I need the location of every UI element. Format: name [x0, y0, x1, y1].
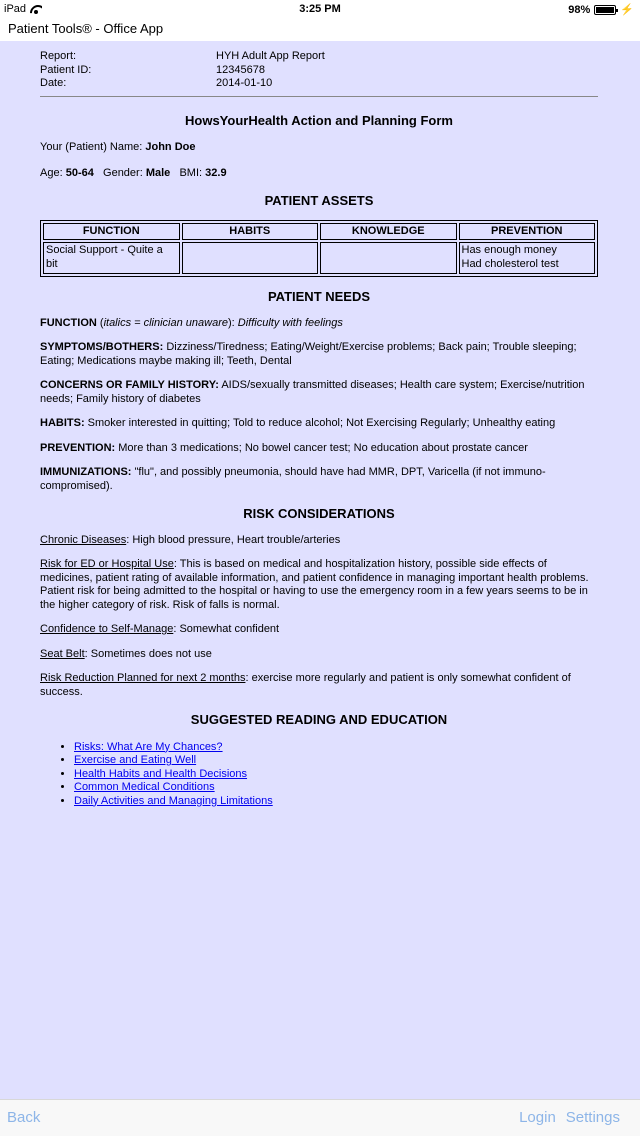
risk-chronic: Chronic Diseases: High blood pressure, Heart trouble/arteries: [40, 533, 341, 546]
needs-prevention: [40, 442, 598, 456]
list-item: [74, 754, 598, 768]
form-title: HowsYourHealth Action and Planning Form: [185, 112, 453, 128]
list-item: [74, 741, 598, 755]
device-name: iPad: [4, 3, 27, 15]
meta-value: 12345678: [216, 63, 265, 76]
habits-cell: [182, 242, 319, 274]
report-document: [40, 50, 598, 808]
risk-title: RISK CONSIDERATIONS: [243, 506, 395, 521]
concerns-value: AIDS/sexually transmitted diseases; Health care system; Exercise/nutrition needs; Family history of diabetes: [40, 379, 585, 405]
function-note: italics = clinician unaware: [103, 316, 228, 329]
meta-label: Date:: [40, 77, 67, 89]
settings-button[interactable]: Settings: [565, 1109, 620, 1126]
meta-value: HYH Adult App Report: [216, 50, 325, 62]
app-title: Patient Tools® - Office App: [0, 18, 640, 41]
bottom-toolbar: [0, 1099, 640, 1136]
function-label: FUNCTION: [40, 316, 97, 329]
needs-function: FUNCTION (italics = clinician unaware): Difficulty with feelings: [40, 316, 343, 329]
seatbelt-value: Sometimes does not use: [90, 647, 212, 660]
needs-title: PATIENT NEEDS: [267, 289, 371, 304]
knowledge-cell: [320, 242, 457, 274]
reduction-label: Risk Reduction Planned for next 2 months: [40, 672, 246, 684]
needs-habits: [40, 417, 598, 431]
status-right: [568, 3, 634, 16]
risk-seatbelt: Seat Belt: Sometimes does not use: [40, 647, 212, 660]
status-time: 3:25 PM: [299, 3, 341, 15]
report-scroll-view[interactable]: [0, 41, 640, 1099]
patient-name-label: Your (Patient) Name:: [40, 141, 143, 153]
habits-value: Smoker interested in quitting; Told to reduce alcohol; Not Exercising Regularly; Unhealthy eating: [87, 417, 556, 429]
reading-list: [40, 741, 598, 809]
prevention-label: PREVENTION:: [40, 441, 116, 454]
ed-value: This is based on medical and hospitalization history, possible side effects of medicines, patient rating of available information, and patient confidence in managing important health problems. Patient risk for being admitted to the hospital or having to use the emergency room in a few years seems to be in the higher category of risk. Risk of falls is normal.: [40, 558, 589, 611]
bmi-label: BMI:: [179, 166, 203, 179]
seatbelt-label: Seat Belt: [40, 647, 85, 660]
confidence-label: Confidence to Self-Manage: [40, 623, 174, 635]
reduction-value: exercise more regularly and patient is only somewhat confident of success.: [40, 672, 571, 698]
chronic-label: Chronic Diseases: [40, 533, 127, 546]
charging-icon: ⚡: [620, 4, 634, 16]
risk-ed: Risk for ED or Hospital Use: This is based on medical and hospitalization history, possible side effects of medicines, patient rating of available information, and patient confidence in managing important health problems. Patient risk for being admitted to the hospital or having to use the emergency room in a few years seems to be in the higher category of risk. Risk of falls is normal.: [40, 558, 589, 611]
concerns-label: CONCERNS OR FAMILY HISTORY:: [40, 379, 219, 391]
meta-value: 2014-01-10: [216, 77, 273, 89]
assets-table: [40, 220, 598, 278]
reading-link-conditions[interactable]: Common Medical Conditions: [74, 781, 215, 793]
reading-link-exercise[interactable]: Exercise and Eating Well: [74, 754, 197, 766]
function-value: Difficulty with feelings: [237, 316, 343, 329]
needs-symptoms: [40, 341, 598, 368]
table-header-row: [43, 223, 595, 241]
column-header: FUNCTION: [43, 223, 180, 241]
needs-concerns: [40, 379, 598, 406]
column-header: PREVENTION: [459, 223, 596, 241]
assets-title: PATIENT ASSETS: [264, 193, 374, 208]
immunizations-label: IMMUNIZATIONS:: [40, 466, 132, 478]
list-item: [74, 795, 598, 809]
age-label: Age:: [40, 166, 63, 179]
prevention-value: More than 3 medications; No bowel cancer test; No education about prostate cancer: [118, 441, 528, 454]
battery-icon: [594, 5, 616, 15]
immunizations-value: "flu", and possibly pneumonia, should have had MMR, DPT, Varicella (if not immuno-compromised).: [40, 466, 546, 492]
login-button[interactable]: Login: [519, 1109, 556, 1126]
function-cell: Social Support - Quite a bit: [43, 242, 180, 274]
needs-immunizations: [40, 466, 598, 493]
battery-fill: [596, 7, 614, 13]
patient-name: John Doe: [145, 141, 196, 153]
prevention-asset: Had cholesterol test: [461, 257, 559, 270]
column-header: HABITS: [182, 223, 319, 241]
confidence-value: Somewhat confident: [179, 623, 280, 635]
column-header: KNOWLEDGE: [320, 223, 457, 241]
meta-label: Report:: [40, 50, 77, 62]
habits-label: HABITS:: [40, 417, 85, 429]
patient-name-line: [40, 141, 598, 155]
divider: [40, 96, 598, 97]
risk-confidence: Confidence to Self-Manage: Somewhat confident: [40, 623, 280, 635]
battery-percent: 98%: [568, 3, 591, 16]
bmi-value: 32.9: [205, 166, 227, 179]
back-button[interactable]: Back: [7, 1109, 41, 1126]
reading-link-activities[interactable]: Daily Activities and Managing Limitations: [74, 794, 273, 807]
gender-label: Gender:: [103, 166, 143, 179]
risk-reduction: Risk Reduction Planned for next 2 months: exercise more regularly and patient is only somewhat confident of success.: [40, 672, 571, 698]
gender-value: Male: [145, 166, 171, 179]
symptoms-value: Dizziness/Tiredness; Eating/Weight/Exercise problems; Back pain; Trouble sleeping; Eating; Medications maybe making ill; Teeth, Dental: [40, 341, 577, 367]
age-value: 50-64: [65, 166, 94, 179]
status-bar: [0, 0, 640, 18]
ed-label: Risk for ED or Hospital Use: [40, 558, 174, 570]
reading-link-habits[interactable]: Health Habits and Health Decisions: [74, 767, 248, 780]
symptoms-label: SYMPTOMS/BOTHERS:: [40, 341, 164, 353]
chronic-value: High blood pressure, Heart trouble/arteries: [132, 533, 341, 546]
patient-demographics: [40, 167, 598, 181]
toolbar-right: [519, 1109, 620, 1126]
reading-link-risks[interactable]: Risks: What Are My Chances?: [74, 740, 223, 753]
list-item: [74, 768, 598, 782]
prevention-asset: Has enough money: [461, 244, 557, 256]
table-row: [43, 242, 595, 274]
meta-label: Patient ID:: [40, 63, 92, 76]
list-item: [74, 781, 598, 795]
report-meta: [40, 50, 598, 91]
prevention-cell: [459, 242, 596, 274]
reading-title: SUGGESTED READING AND EDUCATION: [190, 712, 448, 727]
